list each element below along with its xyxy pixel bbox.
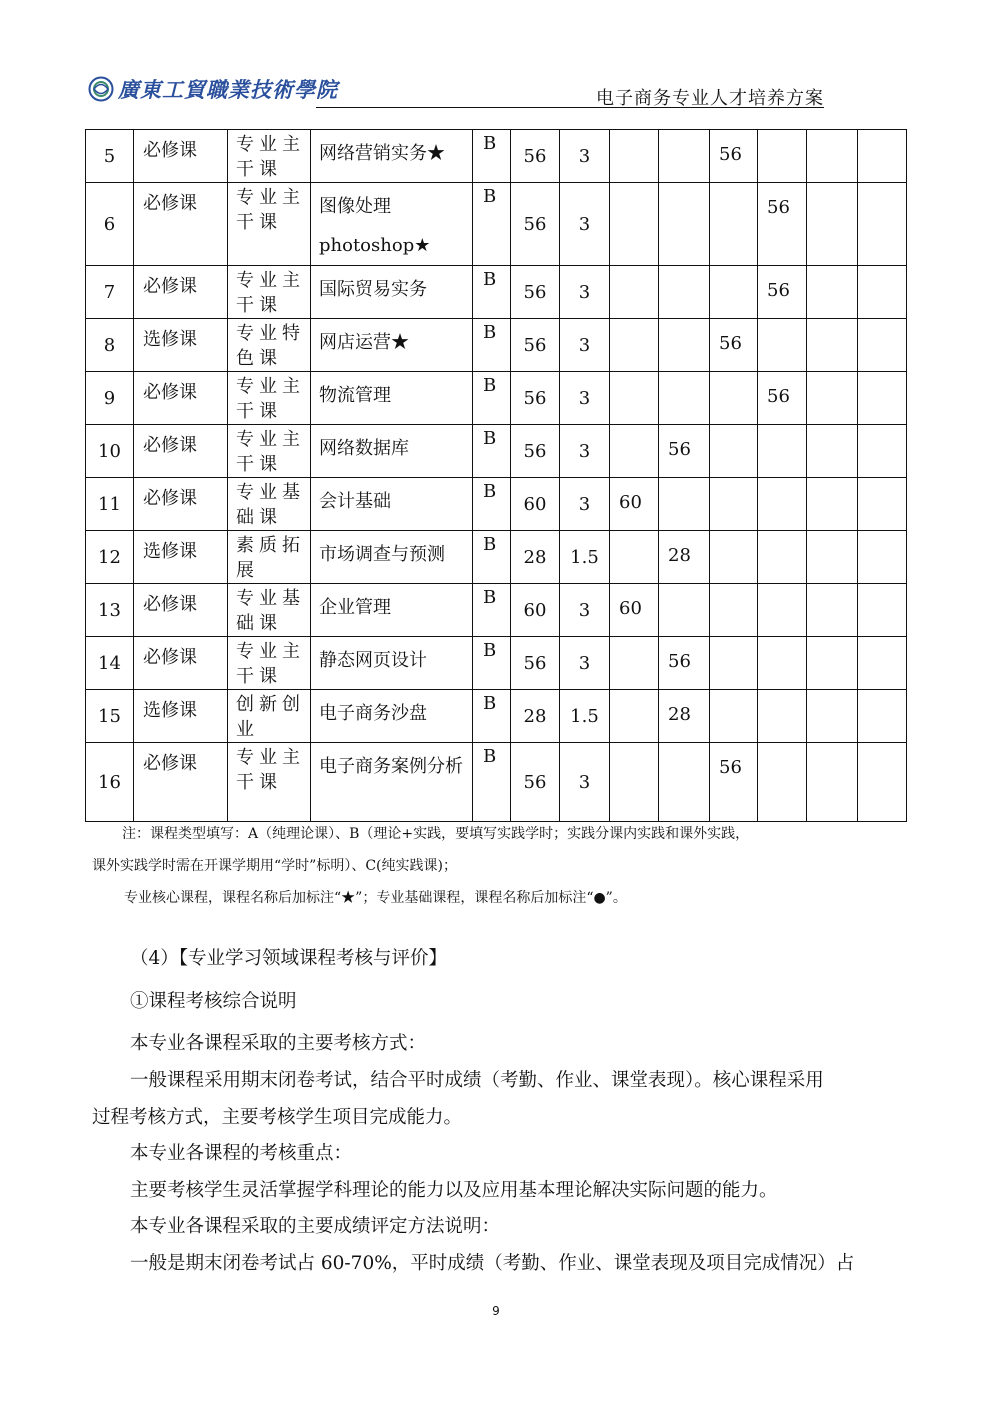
- course-number: 14: [86, 637, 134, 690]
- semester-6-hours: [858, 183, 907, 266]
- course-category: 专业主干课: [228, 743, 311, 822]
- semester-3-hours: [710, 690, 758, 743]
- semester-6-hours: [858, 584, 907, 637]
- course-category: 专业主干课: [228, 183, 311, 266]
- semester-5-hours: [807, 425, 858, 478]
- semester-5-hours: [807, 183, 858, 266]
- semester-6-hours: [858, 743, 907, 822]
- table-row: [86, 478, 907, 531]
- semester-5-hours: [807, 319, 858, 372]
- course-credit: 3: [560, 130, 610, 183]
- course-type: B: [473, 478, 511, 531]
- semester-4-hours: [758, 531, 807, 584]
- course-type: B: [473, 130, 511, 183]
- semester-6-hours: [858, 372, 907, 425]
- course-hours: 56: [511, 372, 560, 425]
- course-requirement: 必修课: [134, 130, 228, 183]
- semester-4-hours: 56: [758, 266, 807, 319]
- semester-2-hours: [659, 266, 710, 319]
- course-hours: 56: [511, 183, 560, 266]
- semester-1-hours: [610, 531, 659, 584]
- course-type: B: [473, 425, 511, 478]
- table-row: [86, 130, 907, 183]
- semester-5-hours: [807, 531, 858, 584]
- semester-1-hours: [610, 266, 659, 319]
- course-number: 11: [86, 478, 134, 531]
- course-hours: 56: [511, 319, 560, 372]
- table-row: [86, 584, 907, 637]
- paragraph-3: 本专业各课程的考核重点：: [130, 1143, 353, 1164]
- course-requirement: 必修课: [134, 183, 228, 266]
- table-row: [86, 319, 907, 372]
- course-hours: 28: [511, 690, 560, 743]
- course-hours: 56: [511, 425, 560, 478]
- course-credit: 3: [560, 425, 610, 478]
- course-number: 9: [86, 372, 134, 425]
- semester-4-hours: [758, 130, 807, 183]
- semester-5-hours: [807, 584, 858, 637]
- course-name: 电子商务沙盘: [311, 690, 473, 743]
- semester-1-hours: [610, 183, 659, 266]
- course-name: 会计基础: [311, 478, 473, 531]
- table-row: [86, 743, 907, 822]
- page-header: [88, 72, 824, 108]
- course-requirement: 必修课: [134, 266, 228, 319]
- course-name: 网络数据库: [311, 425, 473, 478]
- course-credit: 3: [560, 266, 610, 319]
- course-credit: 3: [560, 743, 610, 822]
- course-type: B: [473, 266, 511, 319]
- course-number: 15: [86, 690, 134, 743]
- semester-6-hours: [858, 531, 907, 584]
- semester-4-hours: [758, 478, 807, 531]
- course-name: 电子商务案例分析: [311, 743, 473, 822]
- course-table: [85, 129, 907, 822]
- semester-3-hours: [710, 372, 758, 425]
- paragraph-2a: 一般课程采用期末闭卷考试，结合平时成绩（考勤、作业、课堂表现）。核心课程采用: [130, 1070, 824, 1091]
- semester-6-hours: [858, 690, 907, 743]
- course-type: B: [473, 637, 511, 690]
- course-requirement: 必修课: [134, 372, 228, 425]
- semester-4-hours: [758, 319, 807, 372]
- paragraph-1: 本专业各课程采取的主要考核方式：: [130, 1033, 427, 1054]
- semester-2-hours: [659, 584, 710, 637]
- semester-3-hours: [710, 584, 758, 637]
- course-requirement: 必修课: [134, 637, 228, 690]
- semester-5-hours: [807, 266, 858, 319]
- course-type: B: [473, 743, 511, 822]
- semester-1-hours: [610, 637, 659, 690]
- semester-6-hours: [858, 319, 907, 372]
- course-number: 13: [86, 584, 134, 637]
- course-hours: 56: [511, 743, 560, 822]
- course-name: 网络营销实务★: [311, 130, 473, 183]
- semester-5-hours: [807, 637, 858, 690]
- course-name: 物流管理: [311, 372, 473, 425]
- course-requirement: 选修课: [134, 690, 228, 743]
- semester-5-hours: [807, 743, 858, 822]
- course-type: B: [473, 690, 511, 743]
- semester-1-hours: [610, 130, 659, 183]
- page-number: 9: [492, 1304, 500, 1318]
- subsection-title: ①课程考核综合说明: [130, 991, 297, 1012]
- course-type: B: [473, 319, 511, 372]
- course-type: B: [473, 372, 511, 425]
- course-hours: 28: [511, 531, 560, 584]
- semester-3-hours: 56: [710, 130, 758, 183]
- semester-4-hours: [758, 584, 807, 637]
- course-hours: 60: [511, 478, 560, 531]
- course-requirement: 选修课: [134, 531, 228, 584]
- course-hours: 56: [511, 637, 560, 690]
- course-credit: 1.5: [560, 531, 610, 584]
- course-category: 专业主干课: [228, 372, 311, 425]
- course-hours: 56: [511, 130, 560, 183]
- course-number: 16: [86, 743, 134, 822]
- course-hours: 60: [511, 584, 560, 637]
- paragraph-2b: 过程考核方式，主要考核学生项目完成能力。: [92, 1107, 463, 1128]
- semester-2-hours: 28: [659, 690, 710, 743]
- school-name: 廣東工貿職業技術學院: [118, 77, 338, 102]
- semester-1-hours: [610, 372, 659, 425]
- semester-5-hours: [807, 478, 858, 531]
- semester-3-hours: [710, 531, 758, 584]
- table-row: [86, 425, 907, 478]
- semester-4-hours: 56: [758, 183, 807, 266]
- course-category: 专业主干课: [228, 266, 311, 319]
- semester-6-hours: [858, 478, 907, 531]
- semester-4-hours: 56: [758, 372, 807, 425]
- course-number: 5: [86, 130, 134, 183]
- course-category: 专业主干课: [228, 130, 311, 183]
- semester-3-hours: 56: [710, 743, 758, 822]
- semester-5-hours: [807, 130, 858, 183]
- semester-2-hours: 56: [659, 425, 710, 478]
- semester-2-hours: [659, 372, 710, 425]
- course-number: 7: [86, 266, 134, 319]
- course-category: 专业特色课: [228, 319, 311, 372]
- course-credit: 3: [560, 319, 610, 372]
- semester-4-hours: [758, 743, 807, 822]
- table-row: [86, 690, 907, 743]
- paragraph-4: 主要考核学生灵活掌握学科理论的能力以及应用基本理论解决实际问题的能力。: [130, 1180, 778, 1201]
- course-requirement: 选修课: [134, 319, 228, 372]
- table-row: [86, 637, 907, 690]
- course-requirement: 必修课: [134, 425, 228, 478]
- semester-3-hours: [710, 266, 758, 319]
- school-logo: [88, 74, 338, 104]
- course-category: 专业主干课: [228, 425, 311, 478]
- course-category: 素质拓展: [228, 531, 311, 584]
- semester-2-hours: [659, 183, 710, 266]
- course-category: 专业基础课: [228, 478, 311, 531]
- course-name: 企业管理: [311, 584, 473, 637]
- course-credit: 3: [560, 183, 610, 266]
- course-credit: 3: [560, 478, 610, 531]
- semester-2-hours: 56: [659, 637, 710, 690]
- semester-1-hours: [610, 425, 659, 478]
- semester-2-hours: [659, 478, 710, 531]
- course-type: B: [473, 584, 511, 637]
- semester-5-hours: [807, 690, 858, 743]
- semester-2-hours: [659, 130, 710, 183]
- semester-1-hours: [610, 319, 659, 372]
- paragraph-6: 一般是期末闭卷考试占 60-70%，平时成绩（考勤、作业、课堂表现及项目完成情况）占: [130, 1253, 855, 1274]
- course-number: 12: [86, 531, 134, 584]
- semester-2-hours: [659, 319, 710, 372]
- semester-2-hours: 28: [659, 531, 710, 584]
- semester-1-hours: [610, 743, 659, 822]
- paragraph-5: 本专业各课程采取的主要成绩评定方法说明：: [130, 1216, 501, 1237]
- semester-5-hours: [807, 372, 858, 425]
- semester-4-hours: [758, 425, 807, 478]
- course-name: 网店运营★: [311, 319, 473, 372]
- semester-1-hours: 60: [610, 584, 659, 637]
- course-credit: 3: [560, 637, 610, 690]
- course-number: 6: [86, 183, 134, 266]
- semester-4-hours: [758, 637, 807, 690]
- table-row: [86, 372, 907, 425]
- course-number: 10: [86, 425, 134, 478]
- semester-1-hours: 60: [610, 478, 659, 531]
- semester-3-hours: [710, 478, 758, 531]
- note-line-1: 注：课程类型填写：A（纯理论课）、B（理论+实践，要填写实践学时；实践分课内实践和课外实践，: [122, 826, 750, 842]
- semester-6-hours: [858, 637, 907, 690]
- table-row: [86, 531, 907, 584]
- header-rule: [316, 107, 824, 108]
- course-credit: 3: [560, 584, 610, 637]
- semester-6-hours: [858, 266, 907, 319]
- semester-1-hours: [610, 690, 659, 743]
- course-requirement: 必修课: [134, 743, 228, 822]
- course-category: 创新创业: [228, 690, 311, 743]
- course-name: 图像处理 photoshop★: [311, 183, 473, 266]
- course-type: B: [473, 531, 511, 584]
- table-row: [86, 266, 907, 319]
- note-line-3: 专业核心课程，课程名称后加标注“★”；专业基础课程，课程名称后加标注“●”。: [124, 890, 627, 906]
- course-number: 8: [86, 319, 134, 372]
- semester-4-hours: [758, 690, 807, 743]
- semester-6-hours: [858, 130, 907, 183]
- course-requirement: 必修课: [134, 584, 228, 637]
- semester-3-hours: [710, 425, 758, 478]
- course-category: 专业基础课: [228, 584, 311, 637]
- course-name: 市场调查与预测: [311, 531, 473, 584]
- note-line-2: 课外实践学时需在开课学期用“学时”标明）、C(纯实践课)；: [92, 858, 457, 874]
- course-category: 专业主干课: [228, 637, 311, 690]
- section-heading: （4）【专业学习领域课程考核与评价】: [130, 948, 448, 969]
- school-emblem-icon: [88, 76, 114, 102]
- semester-2-hours: [659, 743, 710, 822]
- semester-3-hours: 56: [710, 319, 758, 372]
- semester-3-hours: [710, 183, 758, 266]
- course-credit: 3: [560, 372, 610, 425]
- semester-6-hours: [858, 425, 907, 478]
- course-type: B: [473, 183, 511, 266]
- course-name: 国际贸易实务: [311, 266, 473, 319]
- document-title: 电子商务专业人才培养方案: [596, 88, 824, 109]
- course-credit: 1.5: [560, 690, 610, 743]
- course-requirement: 必修课: [134, 478, 228, 531]
- course-name: 静态网页设计: [311, 637, 473, 690]
- semester-3-hours: [710, 637, 758, 690]
- course-hours: 56: [511, 266, 560, 319]
- table-row: [86, 183, 907, 266]
